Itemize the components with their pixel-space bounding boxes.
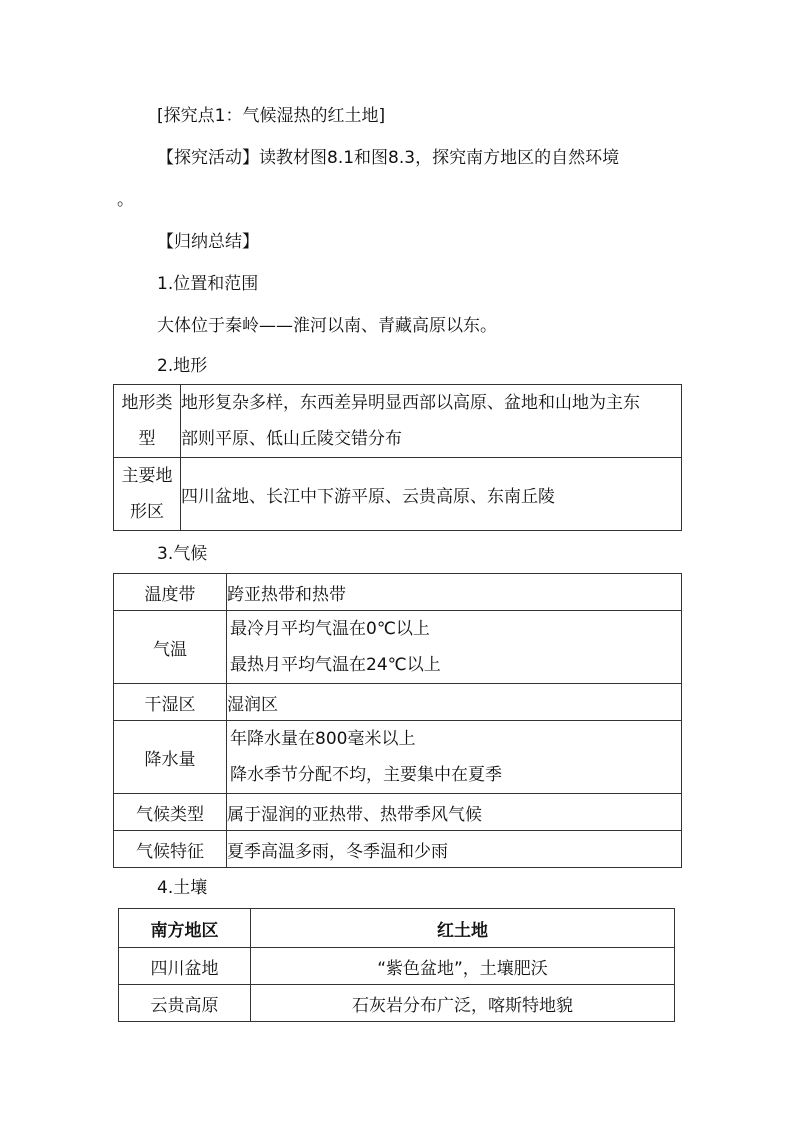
main-landform-value: 四川盆地、长江中下游平原、云贵高原、东南丘陵 <box>181 458 682 531</box>
precipitation-value: 年降水量在800毫米以上 降水季节分配不均，主要集中在夏季 <box>227 721 682 794</box>
soil-region: 云贵高原 <box>119 985 251 1022</box>
climate-feature-value: 夏季高温多雨，冬季温和少雨 <box>227 831 682 868</box>
activity-text-cont: 。 <box>117 190 134 210</box>
main-landform-label: 主要地 形区 <box>114 458 181 531</box>
climate-type-value: 属于湿润的亚热带、热带季风气候 <box>227 794 682 831</box>
soil-title: 4.土壤 <box>157 878 208 898</box>
temperature-value: 最冷月平均气温在0℃以上 最热月平均气温在24℃以上 <box>227 611 682 684</box>
terrain-type-label: 地形类 型 <box>114 385 181 458</box>
terrain-type-value: 地形复杂多样，东西差异明显西部以高原、盆地和山地为主东 部则平原、低山丘陵交错分布 <box>181 385 682 458</box>
soil-table <box>118 908 675 1022</box>
soil-region: 四川盆地 <box>119 948 251 985</box>
temperature-zone-value: 跨亚热带和热带 <box>227 574 682 611</box>
table-row <box>114 721 682 794</box>
moisture-region-value: 湿润区 <box>227 684 682 721</box>
table-row <box>119 948 675 985</box>
table-header-row <box>119 909 675 948</box>
precipitation-label: 降水量 <box>114 721 227 794</box>
climate-title: 3.气候 <box>157 544 208 564</box>
table-row <box>114 385 682 458</box>
soil-desc: 石灰岩分布广泛，喀斯特地貌 <box>251 985 675 1022</box>
terrain-title: 2.地形 <box>157 356 208 376</box>
section-heading: [探究点1：气候湿热的红土地] <box>157 106 386 126</box>
climate-table <box>113 573 682 868</box>
soil-header-soil: 红土地 <box>251 909 675 948</box>
temperature-zone-label: 温度带 <box>114 574 227 611</box>
moisture-region-label: 干湿区 <box>114 684 227 721</box>
summary-title: 【归纳总结】 <box>157 232 259 252</box>
activity-text: 【探究活动】读教材图8.1和图8.3，探究南方地区的自然环境 <box>157 148 620 168</box>
climate-type-label: 气候类型 <box>114 794 227 831</box>
table-row <box>114 684 682 721</box>
table-row <box>114 794 682 831</box>
table-row <box>114 574 682 611</box>
table-row <box>119 985 675 1022</box>
position-text: 大体位于秦岭——淮河以南、青藏高原以东。 <box>157 316 497 336</box>
climate-feature-label: 气候特征 <box>114 831 227 868</box>
table-row <box>114 611 682 684</box>
terrain-table <box>113 384 682 531</box>
temperature-label: 气温 <box>114 611 227 684</box>
soil-desc: “紫色盆地”，土壤肥沃 <box>251 948 675 985</box>
position-title: 1.位置和范围 <box>157 274 259 294</box>
table-row <box>114 458 682 531</box>
soil-header-region: 南方地区 <box>119 909 251 948</box>
table-row <box>114 831 682 868</box>
